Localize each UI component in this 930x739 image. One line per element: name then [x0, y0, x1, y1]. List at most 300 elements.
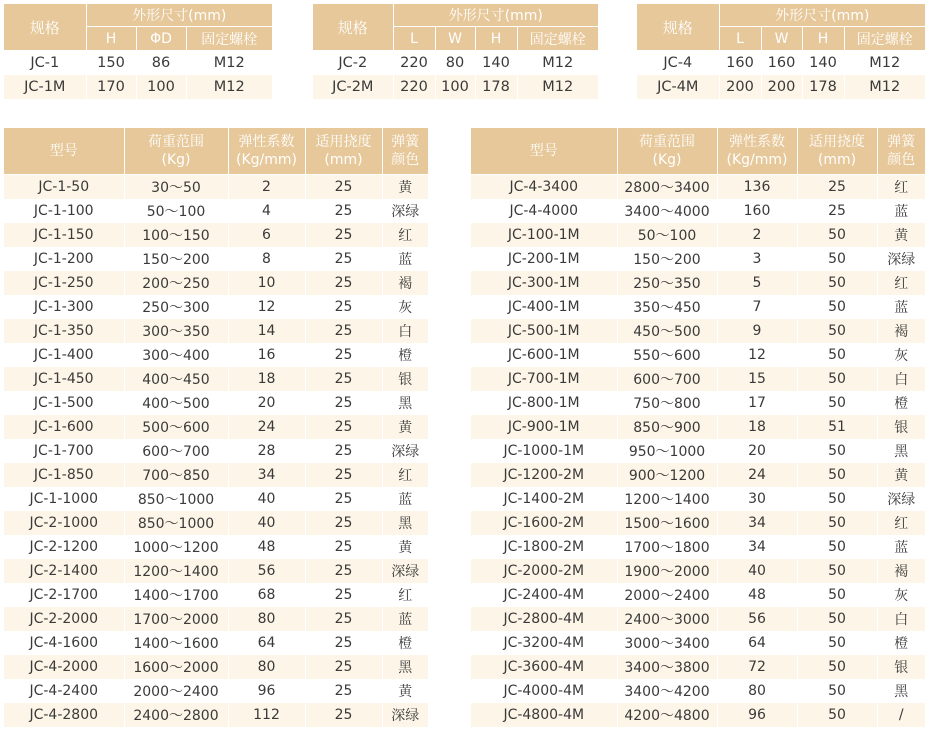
- load-range-cell: 150～200: [617, 247, 717, 271]
- spring-color-cell: 黄: [382, 415, 428, 439]
- load-range-cell: 300～350: [124, 319, 228, 343]
- load-range-cell: 3000～3400: [617, 631, 717, 655]
- spring-rate-cell: 80: [228, 655, 305, 679]
- load-range-cell: 100～150: [124, 223, 228, 247]
- spec-header: 规格: [313, 4, 393, 51]
- deflection-cell: 50: [797, 295, 877, 319]
- deflection-cell: 25: [305, 703, 382, 727]
- table-row: [4, 487, 428, 511]
- deflection-cell: 25: [797, 199, 877, 223]
- table-row: [471, 679, 925, 703]
- spring-rate-cell: 72: [717, 655, 797, 679]
- spring-color-cell: 黄: [877, 463, 925, 487]
- table-row: [4, 247, 428, 271]
- table-row: [4, 703, 428, 727]
- load-range-cell: 850～900: [617, 415, 717, 439]
- spring-color-cell: 银: [877, 655, 925, 679]
- model-cell: JC-1800-2M: [471, 535, 617, 559]
- table-row: [313, 75, 598, 99]
- spring-rate-cell: 18: [717, 415, 797, 439]
- load-range-cell: 450～500: [617, 319, 717, 343]
- spring-rate-cell: 6: [228, 223, 305, 247]
- load-range-cell: 250～350: [617, 271, 717, 295]
- spring-rate-cell: 80: [228, 607, 305, 631]
- table-row: [4, 271, 428, 295]
- load-range-cell: 3400～4200: [617, 679, 717, 703]
- cell: 220: [393, 75, 435, 99]
- table-row: [4, 319, 428, 343]
- model-cell: JC-1-50: [4, 175, 124, 200]
- deflection-cell: 50: [797, 607, 877, 631]
- table-row: [471, 655, 925, 679]
- spring-color-cell: 褐: [877, 559, 925, 583]
- load-range-cell: 950～1000: [617, 439, 717, 463]
- spring-rate-cell: 15: [717, 367, 797, 391]
- deflection-cell: 50: [797, 535, 877, 559]
- table-row: [471, 343, 925, 367]
- cell: M12: [844, 51, 925, 76]
- table-row: [4, 607, 428, 631]
- model-cell: JC-2-1200: [4, 535, 124, 559]
- model-cell: JC-1-700: [4, 439, 124, 463]
- spring-color-cell: 深绿: [382, 559, 428, 583]
- cell: 100: [136, 75, 186, 99]
- spring-color-cell: 蓝: [877, 295, 925, 319]
- deflection-cell: 50: [797, 247, 877, 271]
- cell: 178: [802, 75, 844, 99]
- spring-rate-cell: 12: [228, 295, 305, 319]
- table-row: [4, 295, 428, 319]
- cell: 140: [802, 51, 844, 76]
- table-row: [471, 367, 925, 391]
- deflection-cell: 25: [305, 271, 382, 295]
- spring-color-cell: 红: [382, 463, 428, 487]
- spring-color-cell: 橙: [877, 631, 925, 655]
- load-range-cell: 850～1000: [124, 487, 228, 511]
- cell: JC-2M: [313, 75, 393, 99]
- spring-color-cell: 深绿: [382, 439, 428, 463]
- spring-color-cell: 红: [382, 583, 428, 607]
- deflection-cell: 50: [797, 463, 877, 487]
- model-cell: JC-1-300: [4, 295, 124, 319]
- deflection-cell: 50: [797, 343, 877, 367]
- spring-color-cell: 橙: [382, 343, 428, 367]
- table-row: [471, 439, 925, 463]
- cell: JC-4: [637, 51, 719, 76]
- spring-rate-cell: 160: [717, 199, 797, 223]
- table-row: [4, 51, 272, 76]
- spring-color-cell: 黑: [382, 655, 428, 679]
- model-cell: JC-1-200: [4, 247, 124, 271]
- model-header: 型号: [471, 128, 617, 175]
- spring-rate-cell: 12: [717, 343, 797, 367]
- load-range-cell: 3400～4000: [617, 199, 717, 223]
- deflection-cell: 50: [797, 391, 877, 415]
- spring-rate-cell: 48: [228, 535, 305, 559]
- spring-color-cell: 深绿: [877, 247, 925, 271]
- table-row: [471, 415, 925, 439]
- table-row: [4, 223, 428, 247]
- spring-color-cell: 红: [877, 175, 925, 200]
- load-range-cell: 2000～2400: [617, 583, 717, 607]
- column-header: 固定螺栓: [517, 27, 598, 51]
- load-range-cell: 1400～1600: [124, 631, 228, 655]
- model-cell: JC-4800-4M: [471, 703, 617, 727]
- column-header: W: [435, 27, 475, 51]
- spring-color-cell: 黑: [382, 511, 428, 535]
- cell: 86: [136, 51, 186, 76]
- table-row: [471, 487, 925, 511]
- load-range-cell: 2400～2800: [124, 703, 228, 727]
- spring-rate-cell: 24: [228, 415, 305, 439]
- column-header: H: [802, 27, 844, 51]
- cell: M12: [186, 75, 272, 99]
- model-cell: JC-2-1700: [4, 583, 124, 607]
- model-cell: JC-1-350: [4, 319, 124, 343]
- cell: 170: [86, 75, 136, 99]
- deflection-cell: 25: [305, 511, 382, 535]
- spring-color-cell: 银: [877, 415, 925, 439]
- spring-rate-cell: 136: [717, 175, 797, 200]
- table-row: [4, 415, 428, 439]
- deflection-cell: 50: [797, 439, 877, 463]
- deflection-cell: 50: [797, 631, 877, 655]
- deflection-cell: 25: [305, 535, 382, 559]
- spring-rate-cell: 40: [228, 487, 305, 511]
- spring-color-cell: 黑: [877, 679, 925, 703]
- deflection-cell: 50: [797, 319, 877, 343]
- spring-rate-cell: 64: [228, 631, 305, 655]
- deflection-cell: 25: [305, 607, 382, 631]
- spring-color-cell: 黄: [382, 175, 428, 200]
- cell: M12: [517, 75, 598, 99]
- load-table-right: [471, 128, 925, 727]
- deflection-header: 适用挠度 (mm): [797, 128, 877, 175]
- model-cell: JC-3200-4M: [471, 631, 617, 655]
- spring-rate-cell: 7: [717, 295, 797, 319]
- spec-table-jc-4: [637, 4, 925, 99]
- spring-color-cell: 黄: [382, 535, 428, 559]
- table-row: [4, 439, 428, 463]
- spring-color-cell: 橙: [877, 391, 925, 415]
- model-cell: JC-1400-2M: [471, 487, 617, 511]
- spring-color-cell: 黑: [877, 439, 925, 463]
- deflection-cell: 25: [305, 223, 382, 247]
- model-cell: JC-600-1M: [471, 343, 617, 367]
- model-cell: JC-1-850: [4, 463, 124, 487]
- spring-color-cell: 黄: [877, 223, 925, 247]
- spring-rate-cell: 34: [717, 511, 797, 535]
- load-range-cell: 250～300: [124, 295, 228, 319]
- deflection-cell: 50: [797, 271, 877, 295]
- column-header: 固定螺栓: [186, 27, 272, 51]
- table-row: [4, 583, 428, 607]
- model-cell: JC-800-1M: [471, 391, 617, 415]
- spring-color-header: 弹簧 颜色: [382, 128, 428, 175]
- deflection-cell: 25: [305, 655, 382, 679]
- model-cell: JC-1-500: [4, 391, 124, 415]
- table-row: [4, 463, 428, 487]
- model-cell: JC-1-600: [4, 415, 124, 439]
- spring-rate-cell: 5: [717, 271, 797, 295]
- model-cell: JC-4-4000: [471, 199, 617, 223]
- spring-color-cell: 蓝: [877, 535, 925, 559]
- cell: 178: [475, 75, 517, 99]
- deflection-cell: 25: [305, 463, 382, 487]
- model-cell: JC-500-1M: [471, 319, 617, 343]
- spring-color-header: 弹簧 颜色: [877, 128, 925, 175]
- spring-color-cell: 红: [382, 223, 428, 247]
- load-range-cell: 700～850: [124, 463, 228, 487]
- spring-color-cell: 灰: [877, 583, 925, 607]
- deflection-cell: 50: [797, 487, 877, 511]
- column-header: 固定螺栓: [844, 27, 925, 51]
- deflection-cell: 51: [797, 415, 877, 439]
- cell: JC-2: [313, 51, 393, 76]
- table-row: [313, 51, 598, 76]
- load-range-cell: 1900～2000: [617, 559, 717, 583]
- model-cell: JC-1-100: [4, 199, 124, 223]
- cell: 220: [393, 51, 435, 76]
- load-range-cell: 2000～2400: [124, 679, 228, 703]
- table-row: [4, 367, 428, 391]
- spring-rate-header: 弹性系数 (Kg/mm): [228, 128, 305, 175]
- spring-color-cell: 灰: [877, 343, 925, 367]
- model-cell: JC-4-3400: [471, 175, 617, 200]
- load-range-cell: 3400～3800: [617, 655, 717, 679]
- model-cell: JC-200-1M: [471, 247, 617, 271]
- spring-rate-cell: 9: [717, 319, 797, 343]
- spring-rate-cell: 96: [717, 703, 797, 727]
- spring-rate-cell: 56: [717, 607, 797, 631]
- spring-color-cell: 深绿: [382, 199, 428, 223]
- load-range-cell: 1700～1800: [617, 535, 717, 559]
- deflection-cell: 50: [797, 511, 877, 535]
- spring-rate-cell: 40: [228, 511, 305, 535]
- spring-color-cell: 白: [877, 367, 925, 391]
- table-row: [471, 535, 925, 559]
- load-range-cell: 750～800: [617, 391, 717, 415]
- table-row: [471, 463, 925, 487]
- model-cell: JC-300-1M: [471, 271, 617, 295]
- spring-color-cell: 深绿: [382, 703, 428, 727]
- model-cell: JC-4-2800: [4, 703, 124, 727]
- spring-color-cell: 灰: [382, 295, 428, 319]
- table-row: [471, 271, 925, 295]
- spring-color-cell: 银: [382, 367, 428, 391]
- table-row: [471, 583, 925, 607]
- load-range-header: 荷重范围 (Kg): [617, 128, 717, 175]
- spring-rate-cell: 10: [228, 271, 305, 295]
- spring-color-cell: 蓝: [877, 199, 925, 223]
- load-range-cell: 350～450: [617, 295, 717, 319]
- spec-table-jc-2: [313, 4, 598, 99]
- load-range-cell: 1700～2000: [124, 607, 228, 631]
- table-row: [471, 559, 925, 583]
- cell: 200: [719, 75, 761, 99]
- cell: 200: [761, 75, 802, 99]
- load-range-cell: 600～700: [124, 439, 228, 463]
- deflection-cell: 25: [305, 175, 382, 200]
- table-row: [4, 511, 428, 535]
- table-row: [4, 559, 428, 583]
- deflection-cell: 25: [305, 199, 382, 223]
- load-range-cell: 50～100: [124, 199, 228, 223]
- column-header: H: [475, 27, 517, 51]
- table-row: [4, 175, 428, 200]
- spring-rate-cell: 16: [228, 343, 305, 367]
- spring-rate-cell: 3: [717, 247, 797, 271]
- spring-rate-cell: 18: [228, 367, 305, 391]
- spring-rate-cell: 28: [228, 439, 305, 463]
- cell: JC-4M: [637, 75, 719, 99]
- table-row: [471, 703, 925, 727]
- spring-color-cell: 蓝: [382, 487, 428, 511]
- cell: M12: [517, 51, 598, 76]
- column-header: H: [86, 27, 136, 51]
- spring-rate-cell: 20: [717, 439, 797, 463]
- deflection-cell: 25: [305, 631, 382, 655]
- spring-rate-cell: 14: [228, 319, 305, 343]
- dims-header: 外形尺寸(mm): [86, 4, 272, 27]
- column-header: L: [393, 27, 435, 51]
- spec-header: 规格: [4, 4, 86, 51]
- table-row: [471, 319, 925, 343]
- model-cell: JC-1-1000: [4, 487, 124, 511]
- table-row: [471, 511, 925, 535]
- cell: 100: [435, 75, 475, 99]
- spring-color-cell: 褐: [877, 319, 925, 343]
- table-row: [4, 199, 428, 223]
- table-row: [4, 631, 428, 655]
- load-range-cell: 4200～4800: [617, 703, 717, 727]
- load-range-cell: 400～450: [124, 367, 228, 391]
- table-row: [471, 295, 925, 319]
- spring-color-cell: 蓝: [382, 247, 428, 271]
- load-range-cell: 400～500: [124, 391, 228, 415]
- model-cell: JC-2400-4M: [471, 583, 617, 607]
- load-range-cell: 200～250: [124, 271, 228, 295]
- load-range-cell: 300～400: [124, 343, 228, 367]
- model-cell: JC-2800-4M: [471, 607, 617, 631]
- column-header: L: [719, 27, 761, 51]
- deflection-cell: 50: [797, 679, 877, 703]
- cell: M12: [844, 75, 925, 99]
- spring-rate-header: 弹性系数 (Kg/mm): [717, 128, 797, 175]
- deflection-cell: 25: [305, 247, 382, 271]
- spring-rate-cell: 30: [717, 487, 797, 511]
- load-range-cell: 500～600: [124, 415, 228, 439]
- model-cell: JC-1000-1M: [471, 439, 617, 463]
- cell: 140: [475, 51, 517, 76]
- column-header: W: [761, 27, 802, 51]
- model-cell: JC-1-450: [4, 367, 124, 391]
- dims-header: 外形尺寸(mm): [719, 4, 925, 27]
- load-range-cell: 1200～1400: [617, 487, 717, 511]
- spring-rate-cell: 2: [228, 175, 305, 200]
- table-row: [4, 655, 428, 679]
- deflection-cell: 25: [305, 583, 382, 607]
- dims-header: 外形尺寸(mm): [393, 4, 598, 27]
- spring-color-cell: 蓝: [382, 607, 428, 631]
- cell: 80: [435, 51, 475, 76]
- table-row: [4, 391, 428, 415]
- model-cell: JC-2-2000: [4, 607, 124, 631]
- deflection-cell: 50: [797, 655, 877, 679]
- spring-rate-cell: 48: [717, 583, 797, 607]
- load-range-cell: 1500～1600: [617, 511, 717, 535]
- model-cell: JC-900-1M: [471, 415, 617, 439]
- spring-rate-cell: 34: [228, 463, 305, 487]
- spring-color-cell: 白: [877, 607, 925, 631]
- column-header: ΦD: [136, 27, 186, 51]
- spec-table-jc-1: [4, 4, 272, 99]
- load-table-left: [4, 128, 428, 727]
- load-range-cell: 2400～3000: [617, 607, 717, 631]
- deflection-cell: 25: [305, 487, 382, 511]
- deflection-cell: 25: [305, 343, 382, 367]
- load-range-cell: 2800～3400: [617, 175, 717, 200]
- spring-rate-cell: 24: [717, 463, 797, 487]
- spring-color-cell: 黑: [382, 391, 428, 415]
- spec-header: 规格: [637, 4, 719, 51]
- load-range-cell: 1600～2000: [124, 655, 228, 679]
- deflection-cell: 25: [305, 295, 382, 319]
- model-cell: JC-4-2000: [4, 655, 124, 679]
- spring-rate-cell: 64: [717, 631, 797, 655]
- load-range-cell: 50～100: [617, 223, 717, 247]
- spring-rate-cell: 34: [717, 535, 797, 559]
- model-cell: JC-1200-2M: [471, 463, 617, 487]
- spring-rate-cell: 4: [228, 199, 305, 223]
- cell: JC-1: [4, 51, 86, 76]
- model-cell: JC-2-1400: [4, 559, 124, 583]
- table-row: [637, 51, 925, 76]
- model-cell: JC-4000-4M: [471, 679, 617, 703]
- model-cell: JC-4-1600: [4, 631, 124, 655]
- deflection-cell: 50: [797, 367, 877, 391]
- load-range-cell: 600～700: [617, 367, 717, 391]
- model-cell: JC-400-1M: [471, 295, 617, 319]
- spring-color-cell: 深绿: [877, 487, 925, 511]
- spring-rate-cell: 80: [717, 679, 797, 703]
- model-cell: JC-2000-2M: [471, 559, 617, 583]
- deflection-cell: 50: [797, 559, 877, 583]
- load-range-cell: 1200～1400: [124, 559, 228, 583]
- spring-rate-cell: 56: [228, 559, 305, 583]
- model-header: 型号: [4, 128, 124, 175]
- deflection-header: 适用挠度 (mm): [305, 128, 382, 175]
- spring-color-cell: 红: [877, 511, 925, 535]
- spring-rate-cell: 8: [228, 247, 305, 271]
- spring-rate-cell: 68: [228, 583, 305, 607]
- deflection-cell: 50: [797, 223, 877, 247]
- spring-rate-cell: 112: [228, 703, 305, 727]
- table-row: [4, 343, 428, 367]
- deflection-cell: 25: [305, 559, 382, 583]
- spring-rate-cell: 40: [717, 559, 797, 583]
- deflection-cell: 25: [305, 391, 382, 415]
- deflection-cell: 25: [305, 319, 382, 343]
- model-cell: JC-700-1M: [471, 367, 617, 391]
- spring-rate-cell: 20: [228, 391, 305, 415]
- deflection-cell: 25: [305, 367, 382, 391]
- deflection-cell: 25: [305, 415, 382, 439]
- load-range-cell: 30～50: [124, 175, 228, 200]
- model-cell: JC-3600-4M: [471, 655, 617, 679]
- table-row: [471, 199, 925, 223]
- table-row: [4, 535, 428, 559]
